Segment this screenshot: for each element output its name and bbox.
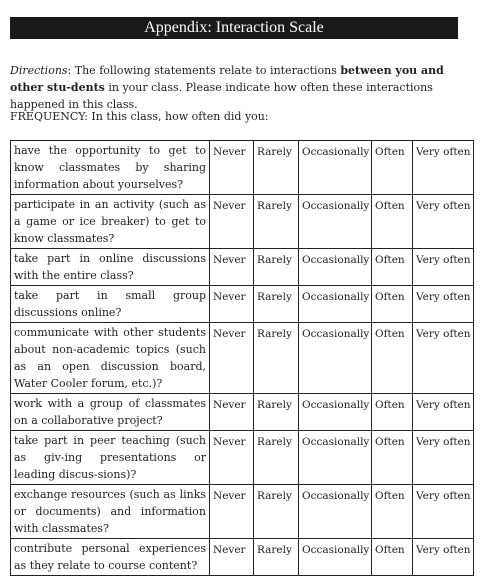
statement-cell: take part in online discussions with the entire class? <box>11 249 210 286</box>
table-row <box>11 485 474 539</box>
option-rarely[interactable]: Rarely <box>254 394 299 431</box>
option-often[interactable]: Often <box>372 286 413 323</box>
statement-cell: have the opportunity to get to know classmates by sharing information about yourselves? <box>11 141 210 195</box>
option-never[interactable]: Never <box>210 394 254 431</box>
option-never[interactable]: Never <box>210 249 254 286</box>
option-often[interactable]: Often <box>372 394 413 431</box>
option-rarely[interactable]: Rarely <box>254 195 299 249</box>
statement-cell: take part in peer teaching (such as giv-ing presentations or leading discus-sions)? <box>11 431 210 485</box>
option-very-often[interactable]: Very often <box>413 249 474 286</box>
option-often[interactable]: Often <box>372 249 413 286</box>
directions-lead: Directions <box>10 64 68 77</box>
option-very-often[interactable]: Very often <box>413 539 474 576</box>
interaction-scale-table <box>10 140 474 576</box>
option-very-often[interactable]: Very often <box>413 195 474 249</box>
option-never[interactable]: Never <box>210 286 254 323</box>
option-very-often[interactable]: Very often <box>413 431 474 485</box>
option-often[interactable]: Often <box>372 195 413 249</box>
option-rarely[interactable]: Rarely <box>254 323 299 394</box>
directions-text-b: in your class. Please indicate how often these interactions happened in this class. <box>10 81 433 111</box>
option-occasionally[interactable]: Occasionally <box>299 195 372 249</box>
table-row <box>11 539 474 576</box>
option-never[interactable]: Never <box>210 485 254 539</box>
option-often[interactable]: Often <box>372 141 413 195</box>
option-never[interactable]: Never <box>210 539 254 576</box>
statement-cell: take part in small group discussions online? <box>11 286 210 323</box>
table-row <box>11 141 474 195</box>
option-rarely[interactable]: Rarely <box>254 286 299 323</box>
directions-emphasis: between you and other stu-dents <box>10 64 444 94</box>
table-row <box>11 286 474 323</box>
option-never[interactable]: Never <box>210 141 254 195</box>
statement-cell: participate in an activity (such as a game or ice breaker) to get to know classmates? <box>11 195 210 249</box>
statement-cell: contribute personal experiences as they relate to course content? <box>11 539 210 576</box>
option-rarely[interactable]: Rarely <box>254 539 299 576</box>
option-never[interactable]: Never <box>210 195 254 249</box>
directions-text-a: : The following statements relate to interactions <box>67 64 341 77</box>
frequency-prompt: FREQUENCY: In this class, how often did you: <box>10 110 269 123</box>
option-rarely[interactable]: Rarely <box>254 431 299 485</box>
statement-cell: work with a group of classmates on a collaborative project? <box>11 394 210 431</box>
option-very-often[interactable]: Very often <box>413 141 474 195</box>
option-occasionally[interactable]: Occasionally <box>299 485 372 539</box>
option-occasionally[interactable]: Occasionally <box>299 431 372 485</box>
option-occasionally[interactable]: Occasionally <box>299 394 372 431</box>
option-rarely[interactable]: Rarely <box>254 141 299 195</box>
option-never[interactable]: Never <box>210 323 254 394</box>
option-rarely[interactable]: Rarely <box>254 249 299 286</box>
option-occasionally[interactable]: Occasionally <box>299 539 372 576</box>
directions-paragraph <box>10 62 468 113</box>
option-very-often[interactable]: Very often <box>413 394 474 431</box>
option-occasionally[interactable]: Occasionally <box>299 323 372 394</box>
table-row <box>11 195 474 249</box>
option-occasionally[interactable]: Occasionally <box>299 286 372 323</box>
table-row <box>11 323 474 394</box>
table-row <box>11 431 474 485</box>
table-row <box>11 249 474 286</box>
statement-cell: exchange resources (such as links or documents) and information with classmates? <box>11 485 210 539</box>
option-very-often[interactable]: Very often <box>413 485 474 539</box>
option-very-often[interactable]: Very often <box>413 286 474 323</box>
option-occasionally[interactable]: Occasionally <box>299 249 372 286</box>
option-occasionally[interactable]: Occasionally <box>299 141 372 195</box>
option-often[interactable]: Often <box>372 539 413 576</box>
option-often[interactable]: Often <box>372 431 413 485</box>
option-often[interactable]: Often <box>372 485 413 539</box>
option-often[interactable]: Often <box>372 323 413 394</box>
statement-cell: communicate with other students about non-academic topics (such as an open discussion board, Water Cooler forum, etc.)? <box>11 323 210 394</box>
table-row <box>11 394 474 431</box>
table-body <box>11 141 474 576</box>
page-title: Appendix: Interaction Scale <box>10 17 458 39</box>
option-rarely[interactable]: Rarely <box>254 485 299 539</box>
option-never[interactable]: Never <box>210 431 254 485</box>
option-very-often[interactable]: Very often <box>413 323 474 394</box>
